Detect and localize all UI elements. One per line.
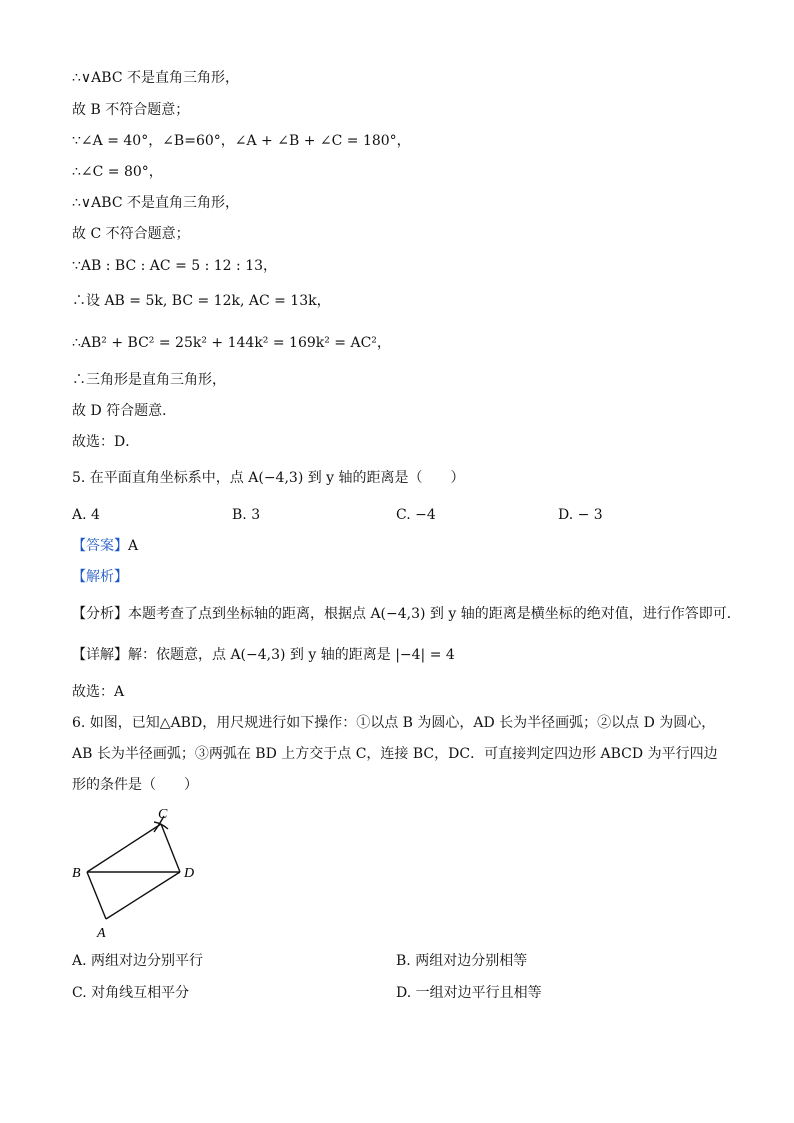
q5-answer-row xyxy=(72,536,138,556)
q6-option-b: B. 两组对边分别相等 xyxy=(396,953,528,969)
solution-line-11: 故 D 符合题意． xyxy=(72,403,177,419)
q6-stem-line-3: 形的条件是（ ） xyxy=(72,777,198,793)
label-c: C xyxy=(158,807,168,822)
parallelogram-figure xyxy=(60,796,220,946)
solution-line-1: ∴∨ABC 不是直角三角形， xyxy=(72,70,239,86)
q5-fenxi-row xyxy=(72,604,741,624)
solution-line-12: 故选：D． xyxy=(72,434,140,450)
fenxi-label: 【分析】 xyxy=(72,606,128,622)
segment-bc xyxy=(87,824,161,872)
segment-ba xyxy=(87,872,106,919)
solution-line-8: ∴设 AB = 5k, BC = 12k, AC = 13k， xyxy=(72,293,331,309)
solution-line-6: 故 C 不符合题意； xyxy=(72,226,190,242)
answer-label: 【答案】 xyxy=(72,538,128,554)
q6-stem-line-2: AB 长为半径画弧；③两弧在 BD 上方交于点 C，连接 BC，DC．可直接判定四边形 ABCD 为平行四边 xyxy=(72,746,718,762)
segment-cd xyxy=(161,824,180,872)
xiangjie-text: 解：依题意，点 A(−4,3) 到 y 轴的距离是 |−4| = 4 xyxy=(128,647,455,663)
q5-analysis-heading xyxy=(72,567,128,587)
q5-option-a: A. 4 xyxy=(72,507,100,523)
solution-line-4: ∴∠C = 80°， xyxy=(72,164,163,180)
label-a: A xyxy=(97,926,106,941)
label-b: B xyxy=(72,866,81,881)
q6-option-c: C. 对角线互相平分 xyxy=(72,985,190,1001)
q5-conclusion: 故选：A xyxy=(72,684,125,700)
q5-option-d: D. − 3 xyxy=(558,507,603,523)
q5-xiangjie-row xyxy=(72,645,455,665)
q5-stem: 5. 在平面直角坐标系中，点 A(−4,3) 到 y 轴的距离是（ ） xyxy=(72,470,465,486)
solution-line-2: 故 B 不符合题意； xyxy=(72,102,190,118)
analysis-label: 【解析】 xyxy=(72,569,128,585)
q5-option-b: B. 3 xyxy=(232,507,261,523)
xiangjie-label: 【详解】 xyxy=(72,647,128,663)
answer-value: A xyxy=(128,538,139,554)
solution-line-5: ∴∨ABC 不是直角三角形， xyxy=(72,195,239,211)
q6-option-a: A. 两组对边分别平行 xyxy=(72,953,204,969)
q6-option-d: D. 一组对边平行且相等 xyxy=(396,985,542,1001)
segment-ad xyxy=(106,872,180,919)
solution-line-10: ∴三角形是直角三角形， xyxy=(72,372,226,388)
fenxi-text: 本题考查了点到坐标轴的距离，根据点 A(−4,3) 到 y 轴的距离是横坐标的绝对值，进行作答即可． xyxy=(128,606,741,622)
solution-line-7: ∵AB : BC : AC = 5 : 12 : 13， xyxy=(72,258,278,274)
label-d: D xyxy=(184,866,195,881)
q5-option-c: C. −4 xyxy=(396,507,436,523)
solution-line-3: ∵∠A = 40°，∠B=60°，∠A + ∠B + ∠C = 180°， xyxy=(72,133,411,149)
q6-stem-line-1: 6. 如图，已知△ABD，用尺规进行如下操作：①以点 B 为圆心，AD 长为半径画弧；②以点 D 为圆心， xyxy=(72,715,716,731)
solution-line-9: ∴AB² + BC² = 25k² + 144k² = 169k² = AC²， xyxy=(72,335,391,351)
